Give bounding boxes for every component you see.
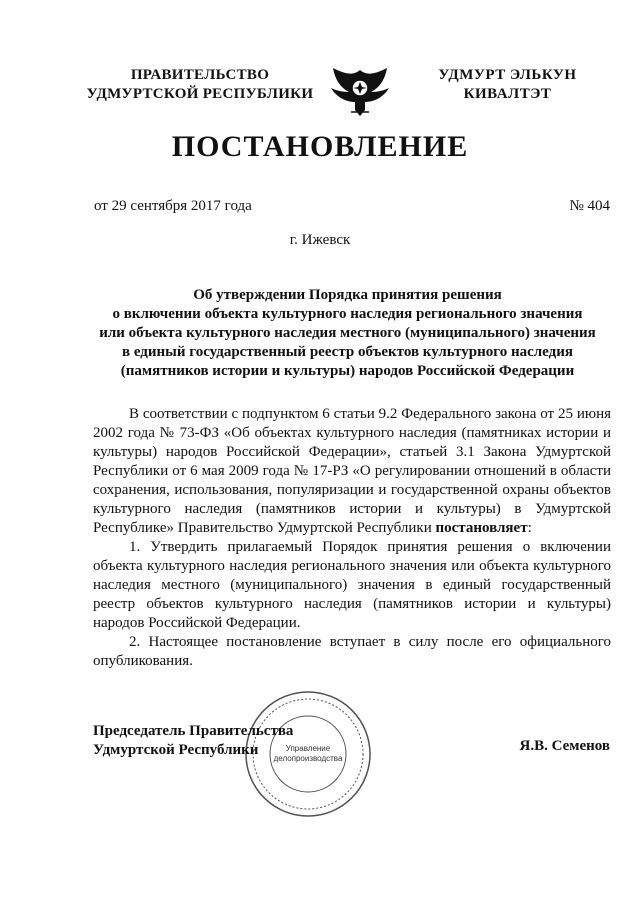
udmurt-coat-of-arms-icon bbox=[327, 62, 393, 120]
document-title: ПОСТАНОВЛЕНИЕ bbox=[171, 130, 469, 163]
signatory-name: Я.В. Семенов bbox=[519, 738, 610, 754]
org-name-udmurt bbox=[420, 66, 595, 104]
document-date: от 29 сентября 2017 года bbox=[94, 198, 252, 214]
position-line2: Удмуртской Республики bbox=[93, 742, 259, 758]
preamble-end: : bbox=[527, 520, 532, 536]
subject-line: Об утверждении Порядка принятия решения bbox=[193, 287, 502, 303]
stamp-line1: Управление bbox=[285, 744, 331, 753]
document-number: № 404 bbox=[569, 198, 610, 214]
item-2-paragraph: 2. Настоящее постановление вступает в силу после его официального опубликования. bbox=[93, 634, 611, 669]
org-left-line1: ПРАВИТЕЛЬСТВО bbox=[130, 67, 270, 83]
document-body bbox=[93, 405, 611, 671]
preamble-bold-word: постановляет bbox=[435, 520, 528, 536]
org-name-russian bbox=[85, 66, 315, 104]
document-subject bbox=[60, 286, 635, 381]
org-left-line2: УДМУРТСКОЙ РЕСПУБЛИКИ bbox=[86, 86, 314, 102]
stamp-line2: делопроизводства bbox=[273, 754, 343, 763]
item-1-paragraph: 1. Утвердить прилагаемый Порядок принятия решения о включении объекта культурного наследия регионального значения или объекта культурного наследия местного (муниципального) значения в единый государственный реестр объектов культурного наследия (памятников истории и культуры) народов Российской Федерации. bbox=[93, 539, 611, 631]
document-header bbox=[0, 62, 640, 122]
subject-line: о включении объекта культурного наследия регионального значения bbox=[112, 306, 583, 322]
position-line1: Председатель Правительства bbox=[93, 723, 294, 739]
preamble-text: В соответствии с подпунктом 6 статьи 9.2 Федерального закона от 25 июня 2002 года № 73-ФЗ «Об объектах культурного наследия (памятниках истории и культуры) народов Российской Федерации», статьей 3.1 Закона Удмуртской Республики от 6 мая 2009 года № 17-РЗ «О регулировании отношений в области сохранения, использования, популяризации и государственной охраны объектов культурного наследия (памятников истории и культуры) в Удмуртской Республике» Правительство Удмуртской Республики bbox=[93, 406, 611, 536]
subject-line: (памятников истории и культуры) народов Российской Федерации bbox=[120, 363, 575, 379]
document-city: г. Ижевск bbox=[289, 232, 351, 248]
preamble-paragraph bbox=[93, 405, 611, 538]
org-right-line1: УДМУРТ ЭЛЬКУН bbox=[438, 67, 577, 83]
subject-line: или объекта культурного наследия местного (муниципального) значения bbox=[99, 325, 596, 341]
org-right-line2: КИВАЛТЭТ bbox=[463, 86, 552, 102]
signatory-position bbox=[93, 722, 293, 760]
subject-line: в единый государственный реестр объектов культурного наследия bbox=[121, 344, 573, 360]
